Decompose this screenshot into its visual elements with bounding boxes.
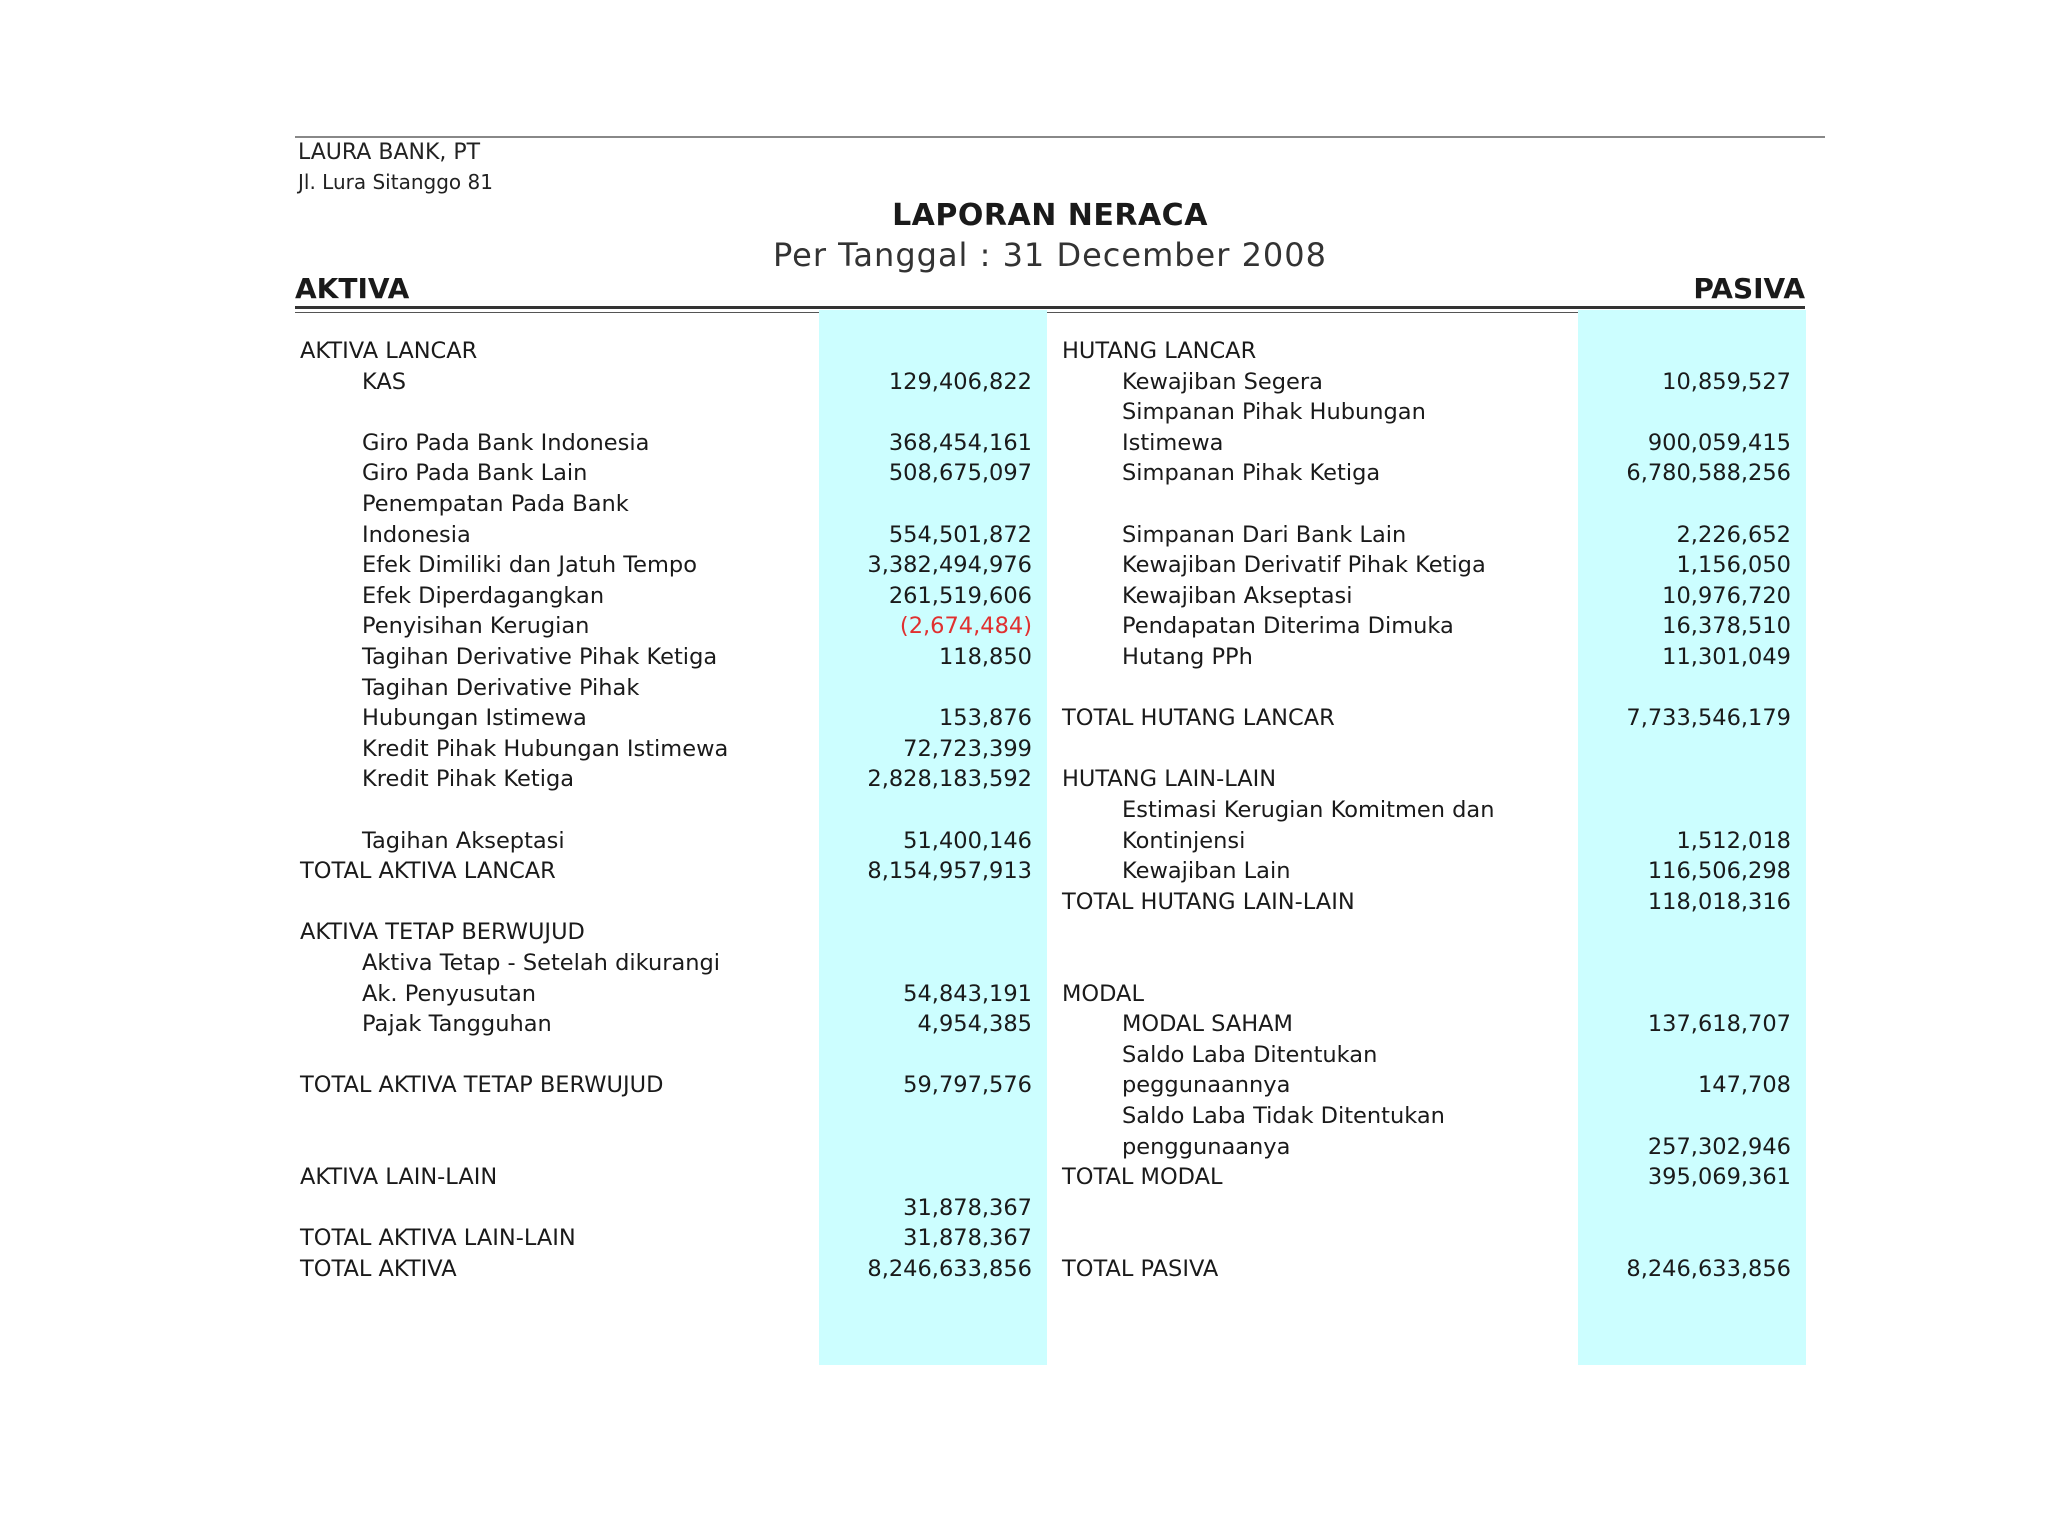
pasiva-item-label: MODAL SAHAM xyxy=(1122,1011,1293,1038)
aktiva-item-label: Penyisihan Kerugian xyxy=(362,613,590,640)
pasiva-item-amount: 10,859,527 xyxy=(1662,368,1791,395)
aktiva-item-label: Pajak Tangguhan xyxy=(362,1011,552,1038)
aktiva-item-label: TOTAL AKTIVA xyxy=(300,1256,457,1282)
pasiva-item-amount: 1,512,018 xyxy=(1676,827,1791,854)
aktiva-item-label: AKTIVA LAIN-LAIN xyxy=(300,1164,498,1191)
aktiva-item-amount: 51,400,146 xyxy=(903,827,1032,854)
aktiva-item-amount: 54,843,191 xyxy=(903,980,1032,1007)
aktiva-item-label: AKTIVA LANCAR xyxy=(300,338,478,364)
top-rule xyxy=(295,136,1825,138)
pasiva-item-label: Saldo Laba Tidak Ditentukan xyxy=(1122,1103,1445,1129)
aktiva-item-label: Tagihan Derivative Pihak Ketiga xyxy=(362,644,718,670)
aktiva-item-amount: 59,797,576 xyxy=(903,1072,1032,1099)
aktiva-item-label: TOTAL AKTIVA LAIN-LAIN xyxy=(300,1225,576,1252)
aktiva-item-amount: 3,382,494,976 xyxy=(867,552,1032,579)
aktiva-item-amount: 31,878,367 xyxy=(903,1225,1032,1252)
aktiva-item-amount: 31,878,367 xyxy=(903,1194,1032,1221)
aktiva-item-amount: 508,675,097 xyxy=(888,460,1032,487)
report-date: Per Tanggal : 31 December 2008 xyxy=(773,236,1327,274)
pasiva-item-label: Saldo Laba Ditentukan xyxy=(1122,1041,1378,1068)
aktiva-item-label: Efek Diperdagangkan xyxy=(362,582,605,609)
pasiva-item-amount: 118,018,316 xyxy=(1647,888,1791,915)
pasiva-item-amount: 6,780,588,256 xyxy=(1626,460,1791,487)
pasiva-item-label: MODAL xyxy=(1062,980,1144,1007)
pasiva-item-label: Hutang PPh xyxy=(1122,644,1253,670)
pasiva-item-label: HUTANG LANCAR xyxy=(1062,338,1257,364)
pasiva-item-amount: 1,156,050 xyxy=(1676,552,1791,579)
aktiva-item-label: Giro Pada Bank Lain xyxy=(362,460,588,487)
pasiva-item-label: Kewajiban Akseptasi xyxy=(1122,582,1353,609)
pasiva-item-label: Kewajiban Derivatif Pihak Ketiga xyxy=(1122,552,1486,579)
pasiva-item-label: Pendapatan Diterima Dimuka xyxy=(1122,613,1454,640)
aktiva-item-label: Indonesia xyxy=(362,521,471,548)
aktiva-item-amount: 261,519,606 xyxy=(888,582,1032,609)
pasiva-item-amount: 137,618,707 xyxy=(1647,1011,1791,1038)
aktiva-item-amount: 118,850 xyxy=(938,644,1032,670)
pasiva-item-amount: 257,302,946 xyxy=(1647,1133,1791,1160)
aktiva-item-label: Aktiva Tetap - Setelah dikurangi xyxy=(362,950,721,976)
company-name: LAURA BANK, PT xyxy=(298,140,481,165)
aktiva-item-label: Kredit Pihak Hubungan Istimewa xyxy=(362,735,729,762)
pasiva-item-label: HUTANG LAIN-LAIN xyxy=(1062,766,1277,793)
aktiva-item-label: KAS xyxy=(362,368,407,395)
pasiva-item-label: Kewajiban Lain xyxy=(1122,858,1291,885)
aktiva-item-amount: 129,406,822 xyxy=(888,368,1032,395)
header-rule xyxy=(295,306,1805,309)
aktiva-item-label: Ak. Penyusutan xyxy=(362,980,537,1007)
aktiva-item-label: TOTAL AKTIVA TETAP BERWUJUD xyxy=(300,1072,664,1099)
aktiva-item-label: Kredit Pihak Ketiga xyxy=(362,766,575,793)
aktiva-item-label: Tagihan Derivative Pihak xyxy=(362,674,640,701)
pasiva-item-amount: 116,506,298 xyxy=(1647,858,1791,885)
pasiva-item-amount: 147,708 xyxy=(1697,1072,1791,1099)
pasiva-item-label: TOTAL HUTANG LANCAR xyxy=(1062,705,1335,732)
aktiva-item-label: Efek Dimiliki dan Jatuh Tempo xyxy=(362,552,697,579)
pasiva-item-label: Kontinjensi xyxy=(1122,827,1246,854)
pasiva-item-amount: 10,976,720 xyxy=(1662,582,1791,609)
pasiva-item-label: penggunaanya xyxy=(1122,1133,1291,1160)
aktiva-item-amount: 368,454,161 xyxy=(888,429,1032,456)
pasiva-item-amount: 395,069,361 xyxy=(1647,1164,1791,1191)
pasiva-item-label: Simpanan Dari Bank Lain xyxy=(1122,521,1407,548)
pasiva-item-amount: 16,378,510 xyxy=(1662,613,1791,640)
aktiva-item-amount: (2,674,484) xyxy=(899,613,1032,640)
aktiva-item-amount: 8,154,957,913 xyxy=(867,858,1032,885)
aktiva-item-amount: 2,828,183,592 xyxy=(867,766,1032,793)
pasiva-item-amount: 2,226,652 xyxy=(1676,521,1791,548)
pasiva-item-label: Simpanan Pihak Ketiga xyxy=(1122,460,1381,487)
aktiva-item-label: AKTIVA TETAP BERWUJUD xyxy=(300,919,585,946)
pasiva-item-label: TOTAL MODAL xyxy=(1062,1164,1223,1191)
pasiva-header: PASIVA xyxy=(1693,272,1805,305)
pasiva-item-amount: 7,733,546,179 xyxy=(1626,705,1791,732)
pasiva-item-label: Estimasi Kerugian Komitmen dan xyxy=(1122,797,1495,823)
pasiva-item-amount: 8,246,633,856 xyxy=(1626,1256,1791,1282)
company-address: Jl. Lura Sitanggo 81 xyxy=(298,170,493,194)
aktiva-item-amount: 153,876 xyxy=(938,705,1032,732)
pasiva-item-label: peggunaannya xyxy=(1122,1072,1291,1099)
pasiva-item-label: TOTAL PASIVA xyxy=(1062,1256,1219,1282)
aktiva-item-label: Giro Pada Bank Indonesia xyxy=(362,429,650,456)
pasiva-item-amount: 900,059,415 xyxy=(1647,429,1791,456)
aktiva-item-label: Penempatan Pada Bank xyxy=(362,491,629,517)
aktiva-item-label: TOTAL AKTIVA LANCAR xyxy=(300,858,556,885)
aktiva-item-amount: 554,501,872 xyxy=(888,521,1032,548)
pasiva-item-label: TOTAL HUTANG LAIN-LAIN xyxy=(1062,888,1355,915)
pasiva-item-label: Istimewa xyxy=(1122,429,1224,456)
aktiva-item-label: Tagihan Akseptasi xyxy=(362,827,565,854)
report-title: LAPORAN NERACA xyxy=(892,198,1208,233)
aktiva-header: AKTIVA xyxy=(295,272,410,305)
pasiva-item-label: Kewajiban Segera xyxy=(1122,368,1323,395)
aktiva-item-amount: 72,723,399 xyxy=(903,735,1032,762)
pasiva-item-label: Simpanan Pihak Hubungan xyxy=(1122,399,1426,426)
pasiva-item-amount: 11,301,049 xyxy=(1662,644,1791,670)
aktiva-item-amount: 4,954,385 xyxy=(917,1011,1032,1038)
aktiva-item-label: Hubungan Istimewa xyxy=(362,705,587,732)
aktiva-item-amount: 8,246,633,856 xyxy=(867,1256,1032,1282)
